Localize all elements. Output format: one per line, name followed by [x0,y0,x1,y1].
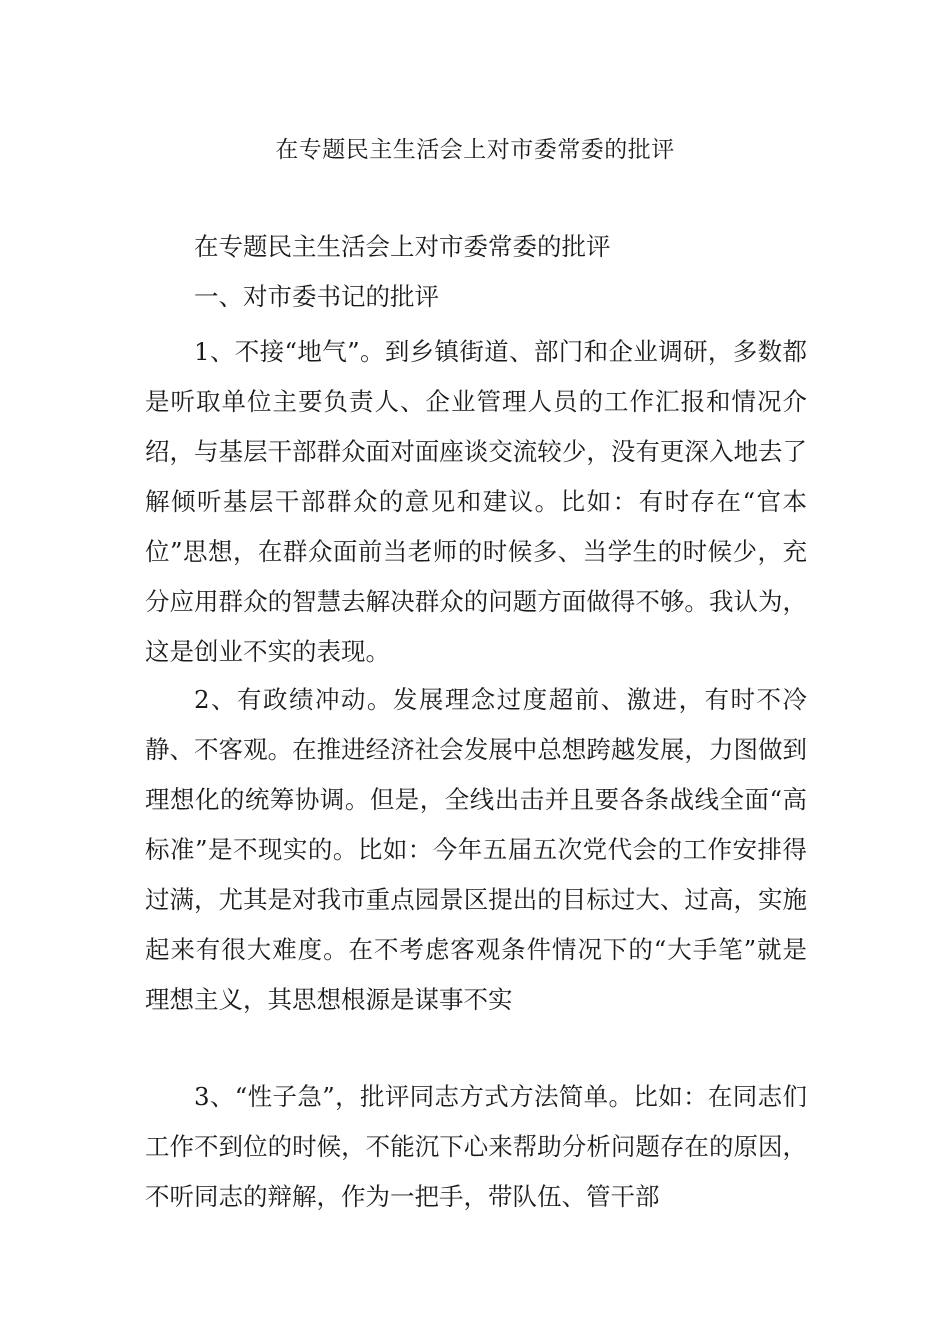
paragraph-text: 1、不接“地气”。到乡镇街道、部门和企业调研，多数都是听取单位主要负责人、企业管理人员的工作汇报和情况介绍，与基层干部群众面对面座谈交流较少，没有更深入地去了解倾听基层干部群众的意见和建议。比如：有时存在“官本位”思想，在群众面前当老师的时候多、当学生的时候少，充分应用群众的智慧去解决群众的问题方面做得不够。我认为，这是创业不实的表现。 [145,337,807,666]
paragraph-1 [145,327,807,677]
paragraph-text: 3、“性子急”，批评同志方式方法简单。比如：在同志们工作不到位的时候，不能沉下心来帮助分析问题存在的原因，不听同志的辩解，作为一把手，带队伍、管干部 [145,1082,807,1211]
paragraph-text: 2、有政绩冲动。发展理念过度超前、激进，有时不冷静、不客观。在推进经济社会发展中总想跨越发展，力图做到理想化的统筹协调。但是，全线出击并且要各条战线全面“高标准”是不现实的。比如：今年五届五次党代会的工作安排得过满，尤其是对我市重点园景区提出的目标过大、过高，实施起来有很大难度。在不考虑客观条件情况下的“大手笔”就是理想主义，其思想根源是谋事不实 [145,685,807,1014]
paragraph-2 [145,675,807,1025]
paragraph-3 [145,1072,807,1222]
document-title: 在专题民主生活会上对市委常委的批评 [275,137,675,163]
section-heading-text: 一、对市委书记的批评 [194,282,439,311]
document-subtitle [145,222,807,272]
section-heading [145,272,807,322]
subtitle-text: 在专题民主生活会上对市委常委的批评 [194,232,611,261]
